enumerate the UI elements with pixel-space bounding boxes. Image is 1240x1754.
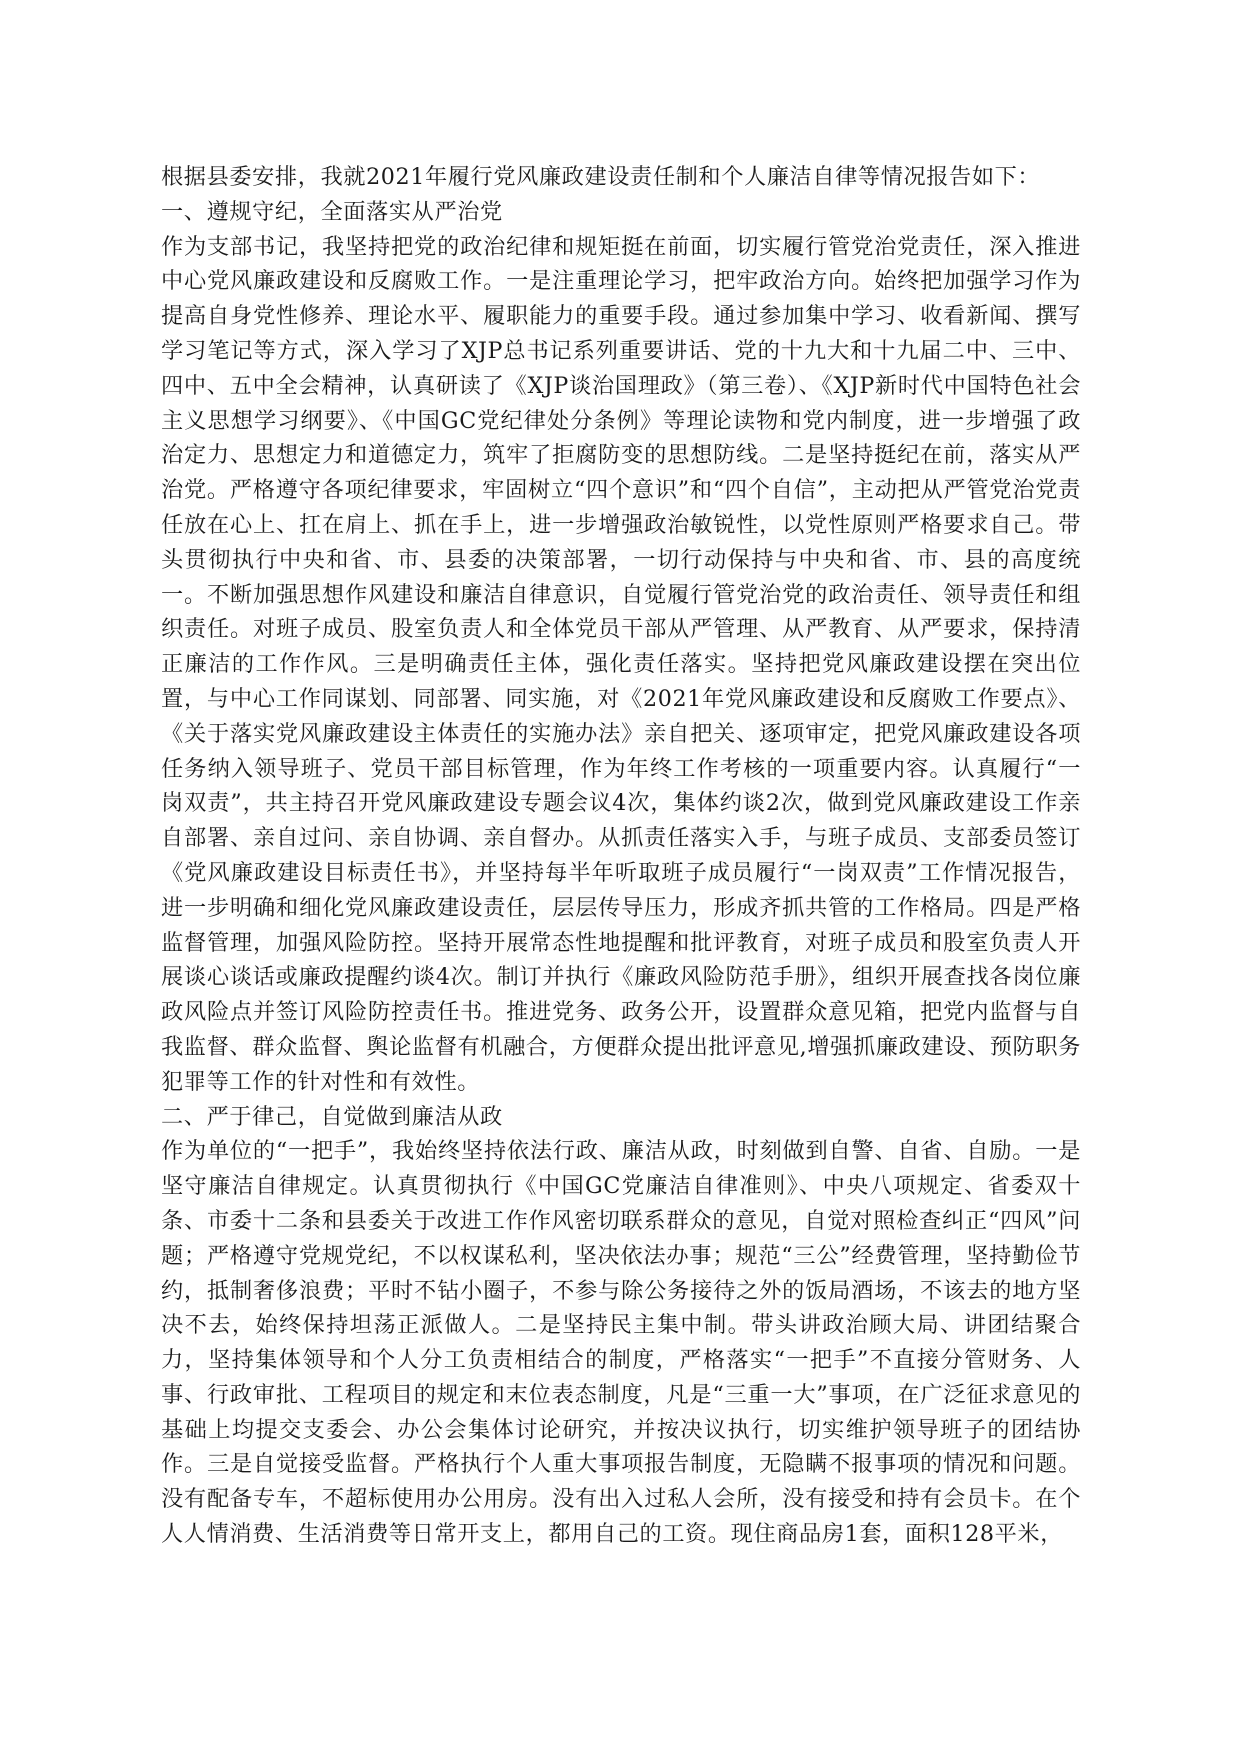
section-paragraph-1: 作为支部书记，我坚持把党的政治纪律和规矩挺在前面，切实履行管党治党责任，深入推进中心党风廉政建设和反腐败工作。一是注重理论学习，把牢政治方向。始终把加强学习作为提高自身党性修养、理论水平、履职能力的重要手段。通过参加集中学习、收看新闻、撰写学习笔记等方式，深入学习了XJP总书记系列重要讲话、党的十九大和十九届二中、三中、四中、五中全会精神，认真研读了《XJP谈治国理政》（第三卷）、《XJP新时代中国特色社会主义思想学习纲要》、《中国GC党纪律处分条例》等理论读物和党内制度，进一步增强了政治定力、思想定力和道德定力，筑牢了拒腐防变的思想防线。二是坚持挺纪在前，落实从严治党。严格遵守各项纪律要求，牢固树立“四个意识”和“四个自信”，主动把从严管党治党责任放在心上、扛在肩上、抓在手上，进一步增强政治敏锐性，以党性原则严格要求自己。带头贯彻执行中央和省、市、县委的决策部署，一切行动保持与中央和省、市、县的高度统一。不断加强思想作风建设和廉洁自律意识，自觉履行管党治党的政治责任、领导责任和组织责任。对班子成员、股室负责人和全体党员干部从严管理、从严教育、从严要求，保持清正廉洁的工作作风。三是明确责任主体，强化责任落实。坚持把党风廉政建设摆在突出位置，与中心工作同谋划、同部署、同实施，对《2021年党风廉政建设和反腐败工作要点》、《关于落实党风廉政建设主体责任的实施办法》亲自把关、逐项审定，把党风廉政建设各项任务纳入领导班子、党员干部目标管理，作为年终工作考核的一项重要内容。认真履行“一岗双责”，共主持召开党风廉政建设专题会议4次，集体约谈2次，做到党风廉政建设工作亲自部署、亲自过问、亲自协调、亲自督办。从抓责任落实入手，与班子成员、支部委员签订《党风廉政建设目标责任书》，并坚持每半年听取班子成员履行“一岗双责”工作情况报告，进一步明确和细化党风廉政建设责任，层层传导压力，形成齐抓共管的工作格局。四是严格监督管理，加强风险防控。坚持开展常态性地提醒和批评教育，对班子成员和股室负责人开展谈心谈话或廉政提醒约谈4次。制订并执行《廉政风险防范手册》，组织开展查找各岗位廉政风险点并签订风险防控责任书。推进党务、政务公开，设置群众意见箱，把党内监督与自我监督、群众监督、舆论监督有机融合，方便群众提出批评意见,增强抓廉政建设、预防职务犯罪等工作的针对性和有效性。	[161, 233, 1081, 1095]
section-heading-2: 二、严于律己，自觉做到廉洁从政	[161, 1103, 503, 1130]
section-heading-1: 一、遵规守纪，全面落实从严治党	[161, 198, 503, 225]
intro-paragraph: 根据县委安排，我就2021年履行党风廉政建设责任制和个人廉洁自律等情况报告如下：	[161, 164, 1041, 190]
section-paragraph-2: 作为单位的“一把手”，我始终坚持依法行政、廉洁从政，时刻做到自警、自省、自励。一是坚守廉洁自律规定。认真贯彻执行《中国GC党廉洁自律准则》、中央八项规定、省委双十条、市委十二条和县委关于改进工作作风密切联系群众的意见，自觉对照检查纠正“四风”问题；严格遵守党规党纪，不以权谋私利，坚决依法办事；规范“三公”经费管理，坚持勤俭节约，抵制奢侈浪费；平时不钻小圈子，不参与除公务接待之外的饭局酒场，不该去的地方坚决不去，始终保持坦荡正派做人。二是坚持民主集中制。带头讲政治顾大局、讲团结聚合力，坚持集体领导和个人分工负责相结合的制度，严格落实“一把手”不直接分管财务、人事、行政审批、工程项目的规定和末位表态制度，凡是“三重一大”事项，在广泛征求意见的基础上均提交支委会、办公会集体讨论研究，并按决议执行，切实维护领导班子的团结协作。三是自觉接受监督。严格执行个人重大事项报告制度，无隐瞒不报事项的情况和问题。没有配备专车，不超标使用办公用房。没有出入过私人会所，没有接受和持有会员卡。在个人人情消费、生活消费等日常开支上，都用自己的工资。现住商品房1套，面积128平米，	[161, 1138, 1081, 1548]
report-body	[161, 160, 1081, 1552]
